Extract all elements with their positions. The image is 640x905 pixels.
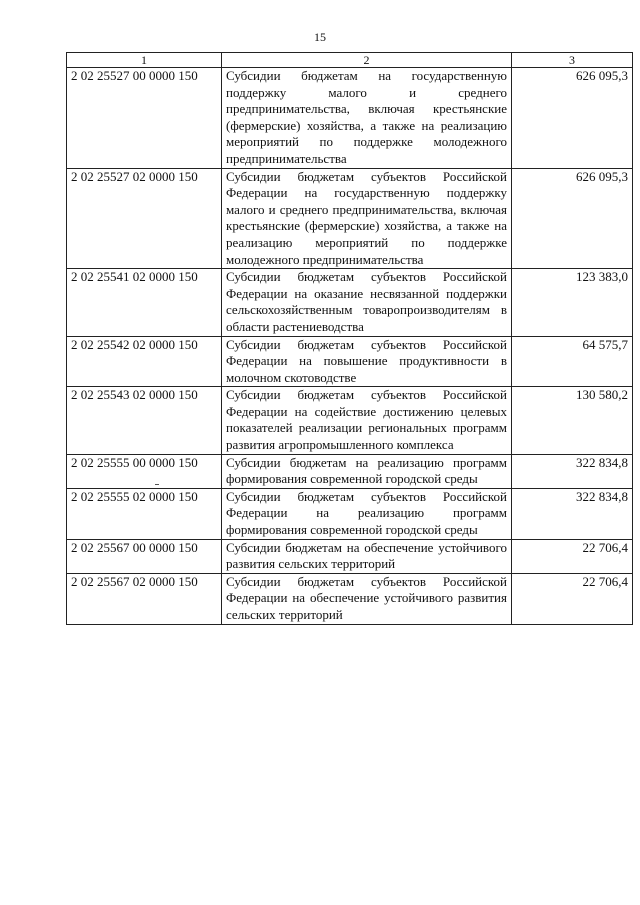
subsidy-amount: 123 383,0	[512, 269, 633, 336]
subsidy-amount: 322 834,8	[512, 454, 633, 488]
budget-code: 2 02 25543 02 0000 150	[67, 387, 222, 454]
subsidy-amount: 626 095,3	[512, 168, 633, 269]
budget-code: 2 02 25527 00 0000 150	[67, 68, 222, 169]
table-row	[67, 269, 633, 336]
page-number: 15	[314, 30, 326, 44]
budget-code: 2 02 25567 00 0000 150	[67, 539, 222, 573]
table-row	[67, 387, 633, 454]
subsidy-name: Субсидии бюджетам субъектов Российской Федерации на государственную поддержку малого и среднего предпринимательства, включая крестьянские (фермерские) хозяйства, а также на реализацию мероприятий по поддержке молодежного предпринимательства	[222, 168, 512, 269]
subsidy-amount: 64 575,7	[512, 336, 633, 387]
column-header-amount: 3	[512, 53, 633, 68]
scan-speck	[155, 484, 159, 485]
table-row	[67, 68, 633, 169]
subsidy-name: Субсидии бюджетам субъектов Российской Федерации на реализацию программ формирования современной городской среды	[222, 488, 512, 539]
table-row	[67, 454, 633, 488]
subsidy-name: Субсидии бюджетам на государственную поддержку малого и среднего предпринимательства, включая крестьянские (фермерские) хозяйства, а также на реализацию мероприятий по поддержке молодежного предпринимательства	[222, 68, 512, 169]
subsidy-amount: 626 095,3	[512, 68, 633, 169]
subsidy-name: Субсидии бюджетам на реализацию программ формирования современной городской среды	[222, 454, 512, 488]
budget-revenue-table	[66, 52, 633, 625]
column-header-code: 1	[67, 53, 222, 68]
budget-code: 2 02 25567 02 0000 150	[67, 573, 222, 624]
subsidy-amount: 130 580,2	[512, 387, 633, 454]
budget-code: 2 02 25555 02 0000 150	[67, 488, 222, 539]
subsidy-name: Субсидии бюджетам субъектов Российской Федерации на обеспечение устойчивого развития сельских территорий	[222, 573, 512, 624]
subsidy-name: Субсидии бюджетам субъектов Российской Федерации на повышение продуктивности в молочном скотоводстве	[222, 336, 512, 387]
budget-code: 2 02 25555 00 0000 150	[67, 454, 222, 488]
budget-code: 2 02 25541 02 0000 150	[67, 269, 222, 336]
table-row	[67, 488, 633, 539]
table-row	[67, 168, 633, 269]
subsidy-name: Субсидии бюджетам субъектов Российской Федерации на содействие достижению целевых показателей реализации региональных программ развития агропромышленного комплекса	[222, 387, 512, 454]
subsidy-amount: 322 834,8	[512, 488, 633, 539]
subsidy-amount: 22 706,4	[512, 539, 633, 573]
table-row	[67, 539, 633, 573]
table-header-row	[67, 53, 633, 68]
budget-code: 2 02 25542 02 0000 150	[67, 336, 222, 387]
subsidy-amount: 22 706,4	[512, 573, 633, 624]
subsidy-name: Субсидии бюджетам на обеспечение устойчивого развития сельских территорий	[222, 539, 512, 573]
subsidy-name: Субсидии бюджетам субъектов Российской Федерации на оказание несвязанной поддержки сельскохозяйственным товаропроизводителям в области растениеводства	[222, 269, 512, 336]
column-header-name: 2	[222, 53, 512, 68]
table-row	[67, 336, 633, 387]
table-row	[67, 573, 633, 624]
budget-code: 2 02 25527 02 0000 150	[67, 168, 222, 269]
